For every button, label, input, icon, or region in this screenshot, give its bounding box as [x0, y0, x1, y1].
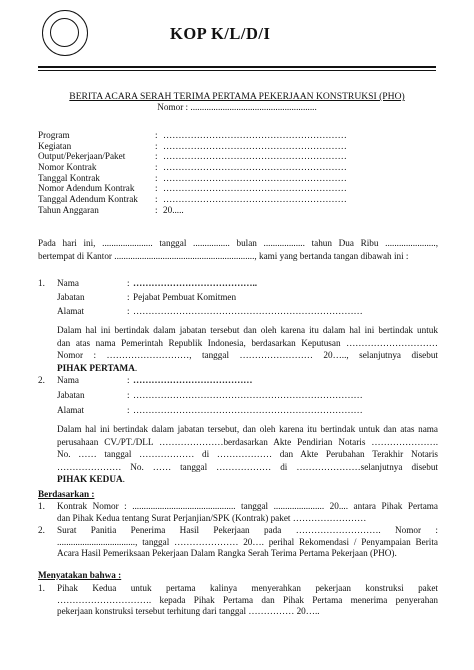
info-label: Tanggal Adendum Kontrak [38, 194, 138, 205]
info-label: Tanggal Kontrak [38, 172, 100, 183]
opening-line-1: Pada hari ini, ...................... tanggal ................ bulan .................. tahun Dua Ribu ......................, [38, 238, 438, 248]
info-label: Output/Pekerjaan/Paket [38, 151, 126, 162]
menyatakan-item-line: pekerjaan konstruksi tersebut terhitung dari tanggal …………… 20….. [57, 606, 320, 617]
info-label: Program [38, 130, 70, 140]
info-row [38, 205, 438, 216]
info-colon: : [155, 140, 158, 151]
info-row [38, 162, 438, 173]
info-label: Nomor Kontrak [38, 162, 97, 173]
project-info-block [38, 130, 438, 216]
info-value: …………………………………………………… [163, 172, 347, 183]
document-number: Nomor : ....................................................... [157, 102, 317, 112]
info-value: …………………………………………………… [163, 162, 347, 173]
party1-statement-line: Dalam hal ini bertindak dalam jabatan tersebut dan oleh karena itu dalam hal ini bertindak untuk [57, 325, 438, 335]
berdasarkan-item-number: 2. [38, 525, 45, 535]
party2-name-colon: : [127, 375, 130, 385]
info-label: Kegiatan [38, 140, 72, 151]
letterhead-divider-thick [38, 66, 436, 68]
party2-name-label: Nama [57, 375, 79, 385]
berdasarkan-item-line: Surat Panitia Penerima Hasil Pekerjaan pada ………………………. Nomor : [57, 525, 438, 535]
berdasarkan-item [57, 525, 438, 560]
party1-address-label: Alamat [57, 306, 85, 316]
party1-name-value: ………………………………….. [133, 278, 258, 288]
party1-designation-period: . [134, 362, 138, 373]
party1-address-colon: : [127, 306, 130, 316]
menyatakan-item-line: Pihak Kedua untuk pertama kalinya menyerahkan pekerjaan konstruksi paket [57, 583, 438, 593]
party1-position-colon: : [127, 292, 130, 302]
info-label: Nomor Adendum Kontrak [38, 183, 135, 194]
party1-name-label: Nama [57, 278, 79, 288]
info-value: 20..... [163, 204, 184, 215]
berdasarkan-item-line: .................................., tanggal ………………… 20…. perihal Rekomendasi / Penyampaian Berita [57, 536, 438, 547]
party1-position-label: Jabatan [57, 292, 85, 302]
party1-statement [57, 324, 438, 374]
letterhead-title: KOP K/L/D/I [170, 24, 271, 43]
berdasarkan-item-line: Kontrak Nomor : ............................................. tanggal ...................... 20.... antara Pihak Pertama [57, 501, 438, 511]
agency-logo-circle [42, 10, 88, 56]
info-row [38, 141, 438, 152]
letterhead-divider-thin [38, 70, 436, 71]
party1-statement-line: Nomor : ………………………, tanggal …………………… 20….., selanjutnya disebut [57, 350, 438, 361]
party1-statement-line: dan atas nama Pemerintah Republik Indonesia, berdasarkan Keputusan ………………………… [57, 337, 438, 348]
party2-statement-line: perusahaan CV./PT./DLL …………………berdasarkan Akte Pendirian Notaris …………………. [57, 436, 438, 447]
party2-address-value: ………………………………………………………………… [133, 405, 363, 415]
party2-designation-period: . [122, 474, 125, 485]
berdasarkan-item-number: 1. [38, 501, 45, 511]
party2-address-colon: : [127, 405, 130, 415]
party1-address-value: ………………………………………………………………… [133, 306, 363, 316]
party1-name-colon: : [127, 278, 130, 288]
menyatakan-item-number: 1. [38, 583, 45, 593]
info-label: Tahun Anggaran [38, 204, 99, 215]
party2-number: 2. [38, 375, 45, 385]
party2-statement [57, 423, 438, 486]
party2-statement-line: No. …… tanggal ……………… di ……………… dan Akte Perubahan Terakhir Notaris [57, 449, 438, 460]
section-heading-menyatakan: Menyatakan bahwa : [38, 570, 122, 580]
info-row [38, 173, 438, 184]
info-row [38, 151, 438, 162]
party2-name-value: ………………………………… [133, 375, 253, 385]
info-value: …………………………………………………… [163, 194, 347, 205]
info-colon: : [155, 162, 158, 173]
info-colon: : [155, 151, 158, 162]
info-value: …………………………………………………… [163, 130, 347, 140]
party2-designation: PIHAK KEDUA [57, 474, 123, 485]
info-colon: : [155, 194, 158, 205]
info-row [38, 194, 438, 205]
party1-position-value: Pejabat Pembuat Komitmen [133, 292, 237, 302]
party2-position-value: ………………………………………………………………… [133, 390, 363, 400]
berdasarkan-item-line: Acara Hasil Pemeriksaan Pekerjaan Dalam Rangka Serah Terima Pertama Pekerjaan (PHO). [57, 548, 397, 559]
party1-designation: PIHAK PERTAMA [57, 362, 135, 373]
info-colon: : [155, 172, 158, 183]
document-title: BERITA ACARA SERAH TERIMA PERTAMA PEKERJAAN KONSTRUKSI (PHO) [69, 91, 405, 102]
info-colon: : [155, 204, 158, 215]
party2-statement-line: Dalam hal ini bertindak dalam jabatan tersebut, dan oleh karena itu bertindak untuk dan atas nama [57, 424, 438, 434]
info-value: …………………………………………………… [163, 140, 347, 151]
party2-position-colon: : [127, 390, 130, 400]
menyatakan-item-line: …………………………. kepada Pihak Pertama dan Pihak Pertama menerima penyerahan [57, 594, 438, 605]
party2-designation-line [57, 473, 438, 486]
opening-line-2: bertempat di Kantor ............................................................., kami yang bertanda tangan dibawah ini : [38, 251, 409, 261]
party2-position-label: Jabatan [57, 390, 85, 400]
info-value: …………………………………………………… [163, 151, 347, 162]
info-value: …………………………………………………… [163, 183, 347, 194]
party1-number: 1. [38, 278, 45, 288]
info-row [38, 130, 438, 141]
party2-address-label: Alamat [57, 405, 85, 415]
berdasarkan-item [57, 501, 438, 524]
section-heading-berdasarkan: Berdasarkan : [38, 489, 95, 499]
info-colon: : [155, 183, 158, 194]
info-colon: : [155, 130, 158, 140]
info-row [38, 183, 438, 194]
menyatakan-item [57, 583, 438, 618]
berdasarkan-item-line: dan Pihak Kedua tentang Surat Perjanjian/SPK (Kontrak) paket …………………… [57, 512, 367, 523]
party2-statement-line: ………………… No. …… tanggal ……………… di …………………selanjutnya disebut [57, 461, 438, 472]
party1-designation-line [57, 362, 438, 375]
